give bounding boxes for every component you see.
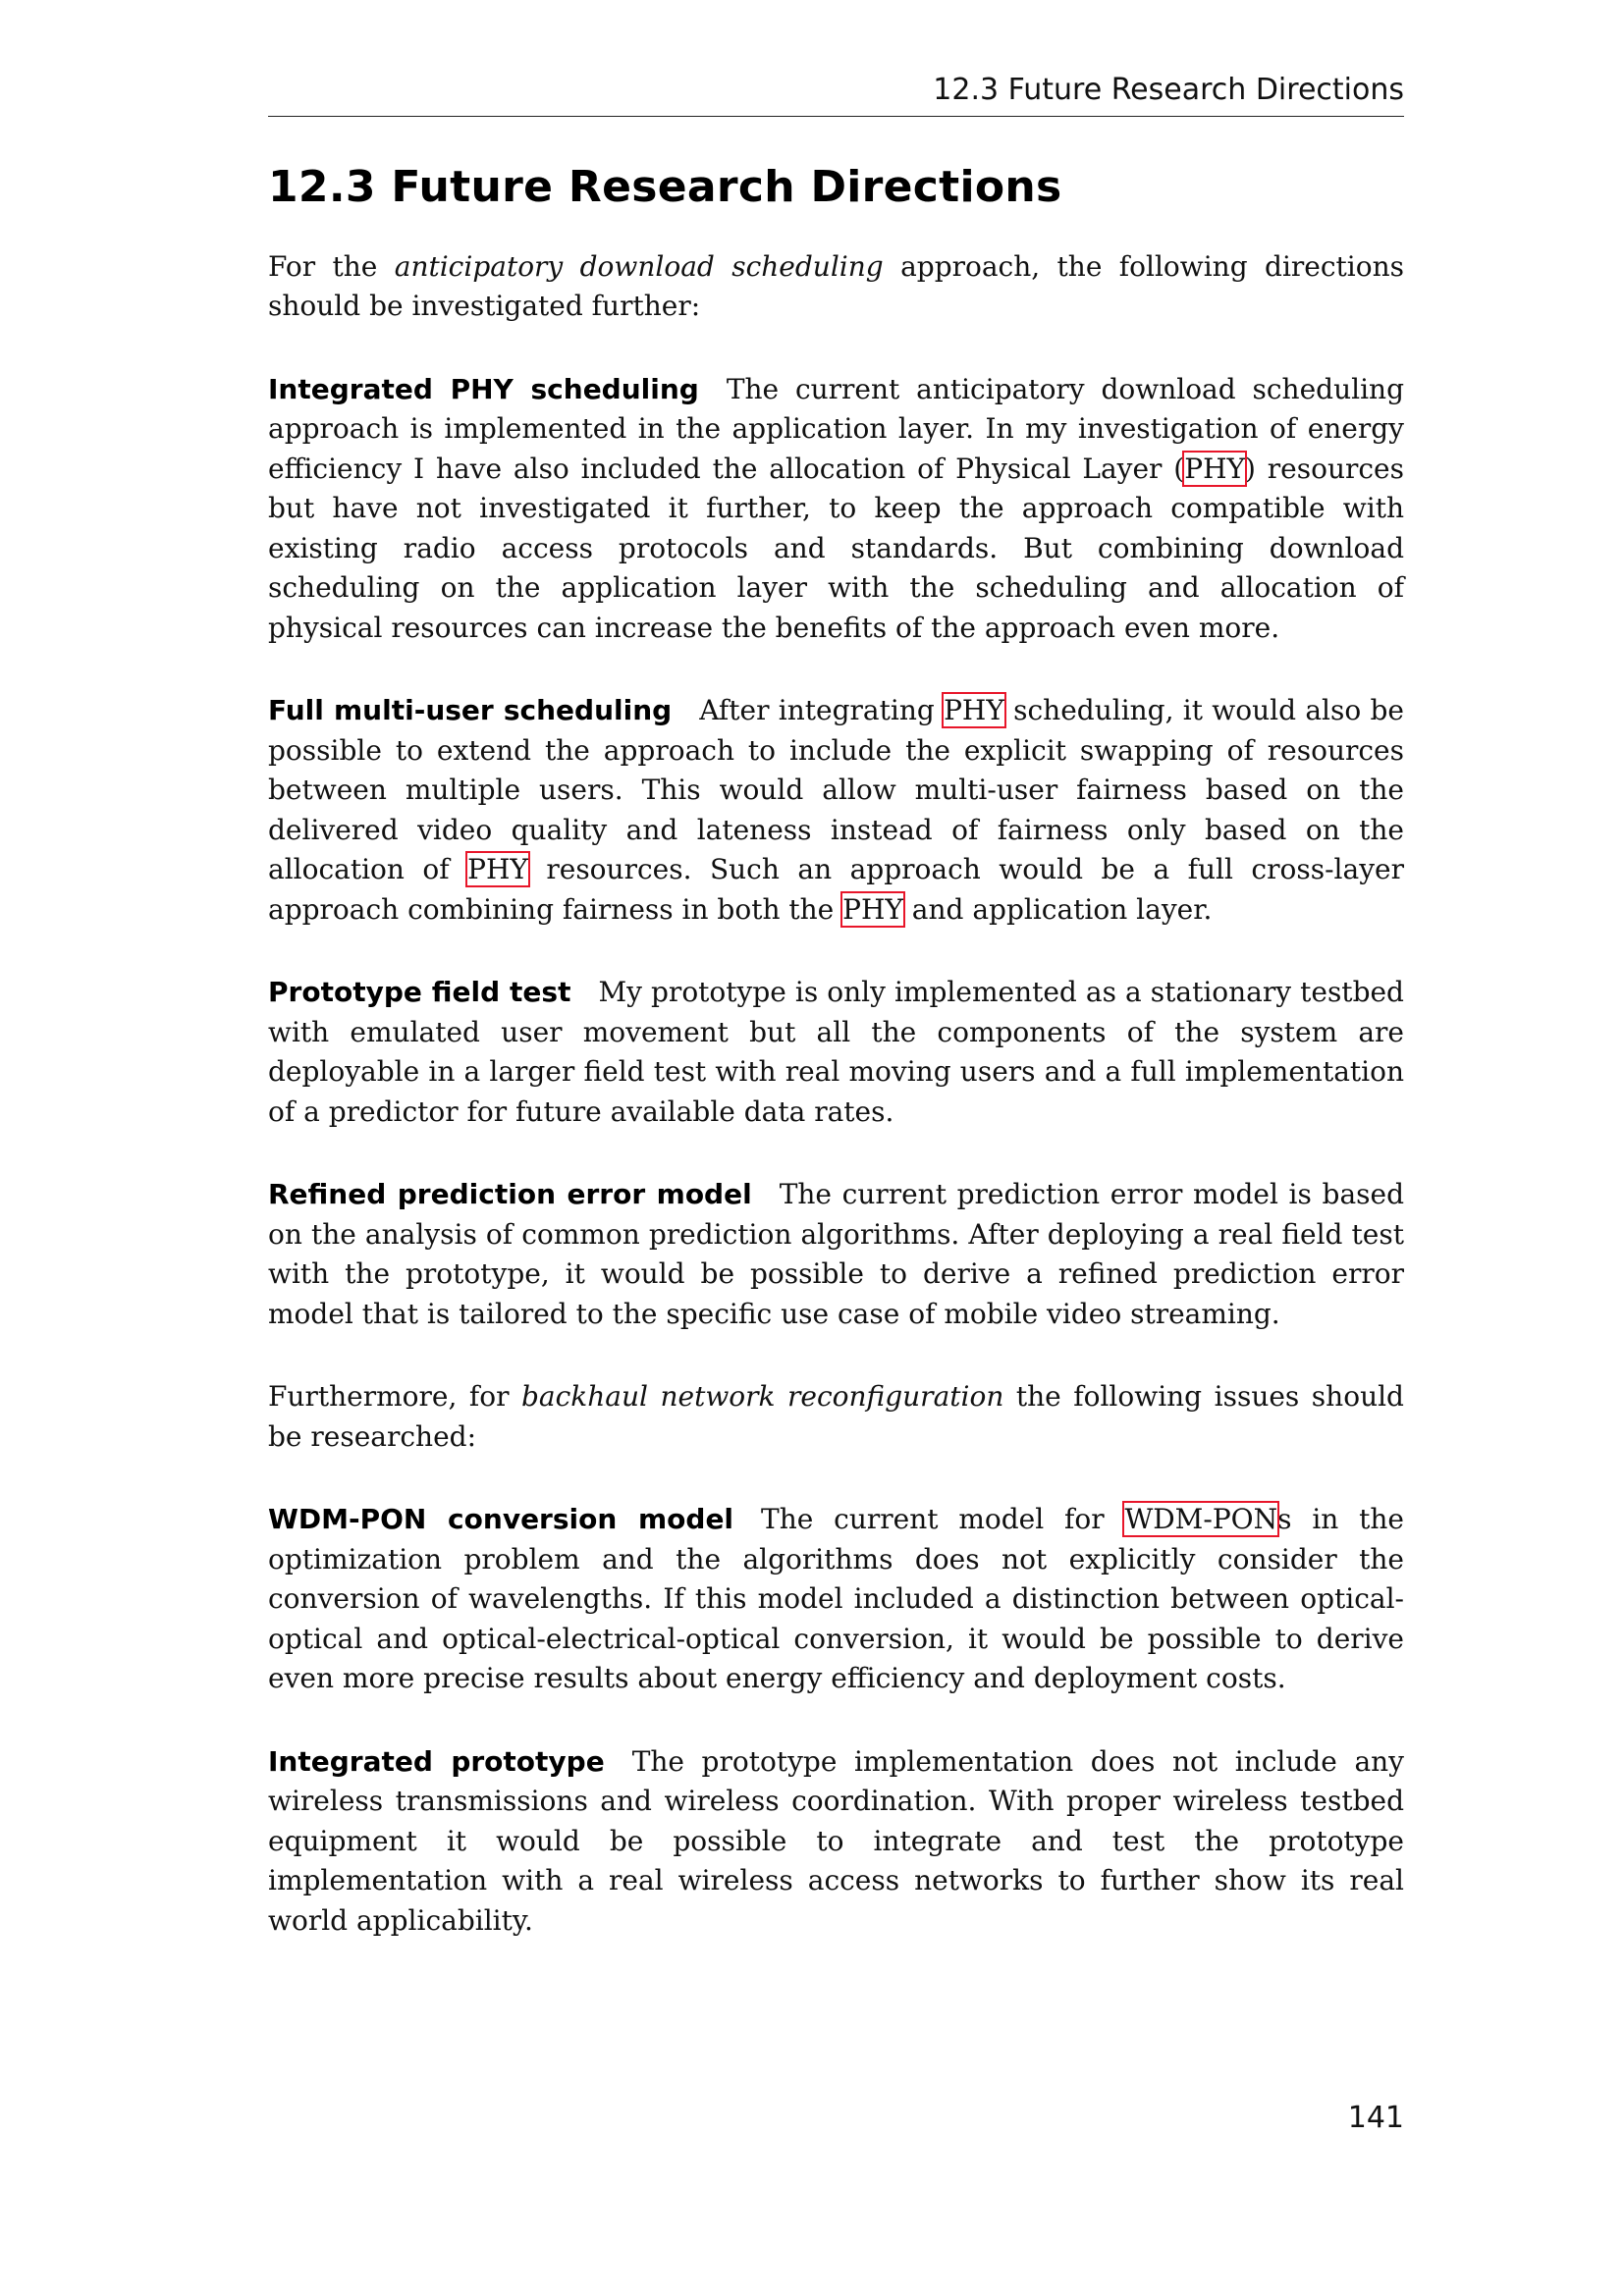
wdm-pon-acronym-link[interactable]: WDM-PON <box>1124 1503 1278 1536</box>
transition-emphasis: backhaul network reconfiguration <box>520 1380 1004 1414</box>
transition-text: Furthermore, for <box>268 1380 521 1414</box>
item-text: The prototype implementation does not include any wireless transmissions and wireless coordination. With proper wireless testbed equipment it would be possible to integrate and test the prototype implementation with a real wireless access networks to further show its real world applicability. <box>268 1744 1404 1937</box>
item-term: WDM-PON conversion model <box>268 1503 734 1536</box>
item-wdm-pon-conversion-model <box>268 1500 1404 1699</box>
item-refined-prediction-error-model <box>268 1175 1404 1334</box>
item-text: The current prediction error model is based on the analysis of common prediction algorithms. After deploying a real field test with the prototype, it would be possible to derive a refined prediction error model that is tailored to the specific use case of mobile video streaming. <box>268 1178 1404 1330</box>
item-full-multi-user-scheduling <box>268 691 1404 930</box>
item-term: Integrated prototype <box>268 1744 605 1778</box>
intro-paragraph <box>268 247 1404 327</box>
section-heading: 12.3 Future Research Directions <box>268 162 1062 212</box>
item-text: resources. Such an approach would be a full cross-layer approach combining fairness in both the <box>268 853 1404 926</box>
item-text: ) resources but have not investigated it further, to keep the approach compatible with existing radio access protocols and standards. But combining download scheduling on the application layer with the scheduling and allocation of physical resources can increase the benefits of the approach even more. <box>268 452 1404 644</box>
item-text: The current model for <box>761 1503 1125 1536</box>
phy-acronym-link[interactable]: PHY <box>944 694 1004 727</box>
phy-acronym-link[interactable]: PHY <box>467 853 528 886</box>
item-text: s in the optimization problem and the algorithms does not explicitly consider the conversion of wavelengths. If this model included a distinction between optical-optical and optical-electrical-optical conversion, it would be possible to derive even more precise results about energy efficiency and deployment costs. <box>268 1503 1404 1695</box>
item-text: The current anticipatory download scheduling approach is implemented in the application layer. In my investigation of energy efficiency I have also included the allocation of Physical Layer ( <box>268 372 1404 485</box>
page-number: 141 <box>1347 2101 1404 2135</box>
phy-acronym-link[interactable]: PHY <box>1184 452 1245 485</box>
item-prototype-field-test <box>268 973 1404 1132</box>
item-term: Integrated PHY scheduling <box>268 372 699 405</box>
intro-text: For the <box>268 249 395 283</box>
intro-text-end: approach, the following directions should be investigated further: <box>268 249 1404 323</box>
intro-emphasis: anticipatory download scheduling <box>394 249 884 283</box>
page-body <box>268 162 1404 1984</box>
item-text: My prototype is only implemented as a stationary testbed with emulated user movement but all the components of the system are deployable in a larger field test with real moving users and a full implementation of a predictor for future available data rates. <box>268 976 1404 1128</box>
transition-paragraph <box>268 1377 1404 1457</box>
item-integrated-phy-scheduling <box>268 370 1404 649</box>
item-term: Refined prediction error model <box>268 1178 752 1211</box>
transition-text-end: the following issues should be researched: <box>268 1380 1404 1453</box>
phy-acronym-link[interactable]: PHY <box>842 892 903 926</box>
item-term: Full multi-user scheduling <box>268 694 673 727</box>
item-text: After integrating <box>699 694 945 727</box>
item-integrated-prototype <box>268 1742 1404 1942</box>
running-header: 12.3 Future Research Directions <box>268 73 1404 117</box>
item-text: scheduling, it would also be possible to extend the approach to include the explicit swapping of resources between multiple users. This would allow multi-user fairness based on the delivered video quality and lateness instead of fairness only based on the allocation of <box>268 694 1405 886</box>
item-text: and application layer. <box>902 892 1213 926</box>
item-term: Prototype field test <box>268 976 571 1009</box>
